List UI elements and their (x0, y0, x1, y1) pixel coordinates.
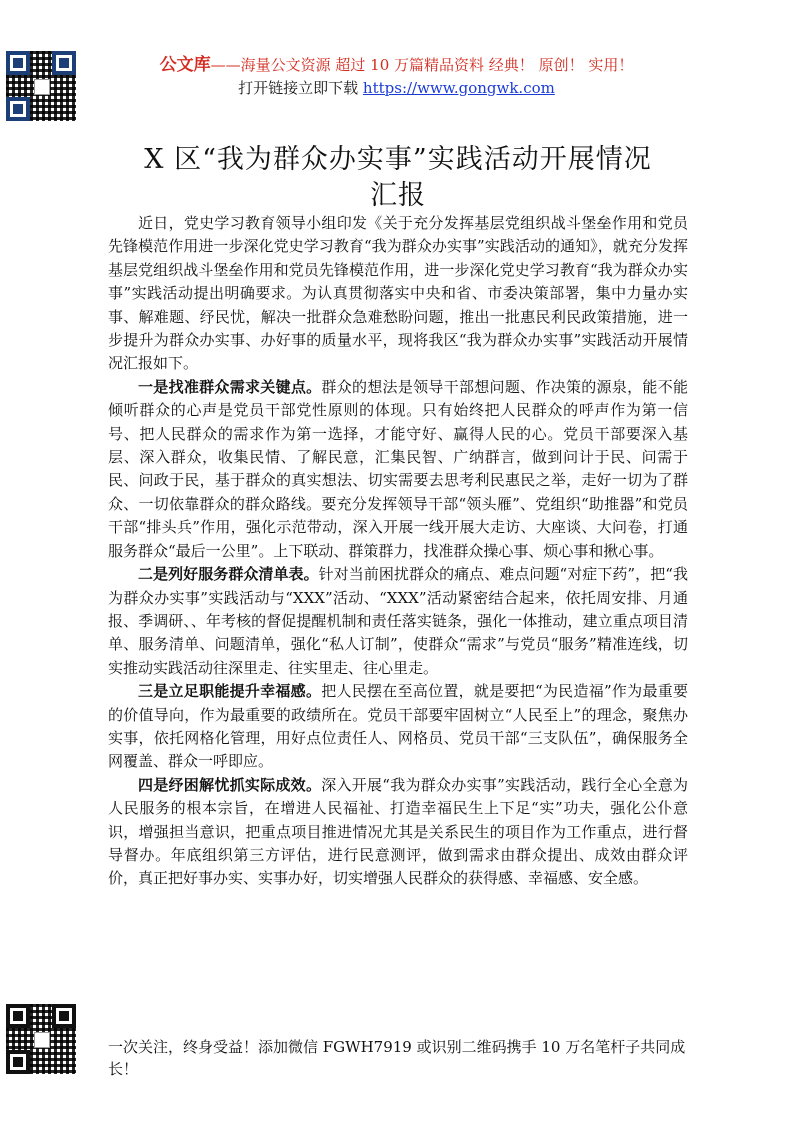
download-link[interactable]: https://www.gongwk.com (362, 79, 555, 97)
paragraph-intro (108, 212, 688, 376)
qr-code-bottom[interactable] (6, 1004, 76, 1074)
slogan-text: ——海量公文资源 超过 10 万篇精品资料 经典！ 原创！ 实用！ (210, 56, 634, 74)
paragraph-text: 针对当前困扰群众的痛点、难点问题“对症下药”，把“我为群众办实事”实践活动与“XXX”活动、“XXX”活动紧密结合起来，依托周安排、月通报、季调研、、年考核的督促提醒机制和责任落实链条，强化一体推动，建立重点项目清单、服务清单、问题清单，强化“私人订制”，使群众“需求”与党员“服务”精准连线，切实推动实践活动往深里走、往实里走、往心里走。 (108, 565, 688, 677)
paragraph-text: 群众的想法是领导干部想问题、作决策的源泉，能不能倾听群众的心声是党员干部党性原则的体现。只有始终把人民群众的呼声作为第一信号、把人民群众的需求作为第一选择，才能守好、赢得人民的心。党员干部要深入基层、深入群众，收集民情、了解民意，汇集民智、广纳群言，做到问计于民、问需于民、问政于民，基于群众的真实想法、切实需要去思考利民惠民之举，走好一切为了群众、一切依靠群众的群众路线。要充分发挥领导干部“领头雁”、党组织“助推器”和党员干部“排头兵”作用，强化示范带动，深入开展一线开展大走访、大座谈、大问卷，打通服务群众“最后一公里”。上下联动、群策群力，找准群众操心事、烦心事和揪心事。 (108, 377, 688, 560)
paragraph-point-4 (108, 774, 688, 891)
header-download (0, 77, 793, 98)
paragraph-point-2 (108, 563, 688, 680)
title-line-2: 汇报 (370, 180, 426, 211)
paragraph-lead: 四是纾困解忧抓实际成效。 (138, 775, 322, 794)
paragraph-lead: 二是列好服务群众清单表。 (138, 565, 319, 584)
paragraph-text: 近日，党史学习教育领导小组印发《关于充分发挥基层党组织战斗堡垒作用和党员先锋模范作用进一步深化党史学习教育“我为群众办实事”实践活动的通知》，就充分发挥基层党组织战斗堡垒作用和党员先锋模范作用，进一步深化党史学习教育“我为群众办实事”实践活动提出明确要求。为认真贯彻落实中央和省、市委决策部署，集中力量办实事、解难题、纾民忧，解决一批群众急难愁盼问题，推出一批惠民利民政策措施，进一步提升为群众办实事、办好事的质量水平，现将我区“我为群众办实事”实践活动开展情况汇报如下。 (108, 214, 688, 373)
paragraph-point-3 (108, 680, 688, 774)
footer-note: 一次关注，终身受益！添加微信 FGWH7919 或识别二维码携手 10 万名笔杆子共同成长！ (108, 1038, 686, 1078)
header-slogan (0, 50, 793, 75)
download-prefix: 打开链接立即下载 (238, 79, 363, 97)
paragraph-point-1 (108, 376, 688, 563)
paragraph-lead: 一是找准群众需求关键点。 (138, 377, 322, 396)
paragraph-text: 深入开展“我为群众办实事”实践活动，践行全心全意为人民服务的根本宗旨，在增进人民福祉、打造幸福民生上下足“实”功夫，强化公仆意识，增强担当意识，把重点项目推进情况尤其是关系民生的项目作为工作重点，进行督导督办。年底组织第三方评估，进行民意测评，做到需求由群众提出、成效由群众评价，真正把好事办实、实事办好，切实增强人民群众的获得感、幸福感、安全感。 (108, 775, 688, 888)
paragraph-text: 把人民摆在至高位置，就是要把“为民造福”作为最重要的价值导向，作为最重要的政绩所在。党员干部要牢固树立“人民至上”的理念，聚焦办实事，依托网格化管理，用好点位责任人、网格员、党员干部“三支队伍”，确保服务全网覆盖、群众一呼即应。 (108, 682, 688, 771)
title-line-1: X 区“我为群众办实事”实践活动开展情况 (144, 144, 652, 175)
document-title (108, 142, 688, 214)
document-body (108, 212, 688, 891)
brand-name: 公文库 (159, 55, 211, 75)
paragraph-lead: 三是立足职能提升幸福感。 (138, 682, 322, 701)
